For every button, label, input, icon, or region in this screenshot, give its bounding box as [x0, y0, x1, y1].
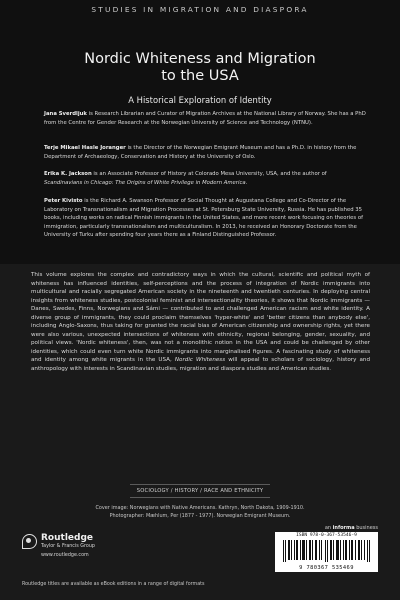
description-tail: will appeal to scholars of sociology, history and anthropology with interests in Scandinavian studies, migration and diaspora studies and American studies. [31, 357, 370, 373]
informa-brand: informa [332, 525, 355, 531]
subject-categories: SOCIOLOGY / HISTORY / RACE AND ETHNICITY [136, 488, 264, 494]
bio-text: is the Director of the Norwegian Emigrant Museum and has a Ph.D. in history from the Department of Archaeology, Conservation and History at the University of Oslo. [44, 145, 357, 160]
barcode-bars [283, 540, 370, 562]
divider [130, 484, 270, 485]
description-title: Nordic Whiteness [174, 357, 226, 364]
book-description [31, 271, 370, 374]
routledge-emblem-icon [22, 534, 37, 549]
ebook-footer-note: Routledge titles are available as eBook editions in a range of digital formats [22, 582, 205, 587]
informa-business-label [325, 525, 378, 531]
series-label: STUDIES IN MIGRATION AND DIASPORA [91, 5, 309, 14]
isbn-digits: 9 780367 535469 [299, 565, 354, 571]
bio-joranger [44, 144, 366, 161]
bio-text: is Research Librarian and Curator of Migration Archives at the National Library of Norway. She has a PhD from the Centre for Gender Research at the Norwegian University of Science and Technology (NTNU). [44, 111, 366, 126]
publisher-group: Taylor & Francis Group [41, 544, 95, 549]
bio-text: is an Associate Professor of History at Colorado Mesa University, USA, and the author of [91, 171, 327, 177]
bio-book-title: Scandinavians in Chicago: The Origins of White Privilege in Modern America [44, 179, 246, 186]
title-line-1: Nordic Whiteness and Migration [84, 51, 316, 67]
bio-jackson [44, 170, 366, 187]
bio-name: Peter Kivisto [44, 198, 83, 204]
publisher-name: Routledge [41, 533, 94, 543]
bio-text: is the Richard A. Swanson Professor of Social Thought at Augustana College and Co-Director of the Laboratory on Transnationalism and Migration Processes at St. Petersburg State University, Russia. He has published 35 books, including works on radical Finnish immigrants in the United States, and more recent work focusing on theories of immigration, particularly transnationalism and multiculturalism. In 2013, he received an Honorary Doctorate from the University of Turku after spending four years there as a Finland Distinguished Professor. [44, 198, 363, 238]
bio-name: Jana Sverdljuk [44, 111, 87, 117]
routledge-logo [22, 532, 112, 572]
book-subtitle: A Historical Exploration of Identity [128, 95, 272, 105]
publisher-url[interactable]: www.routledge.com [41, 553, 89, 558]
bio-name: Terje Mikael Hasle Joranger [44, 145, 126, 151]
informa-suffix: business [354, 525, 378, 531]
credit-line-1: Cover image: Norwegians with Native Americans. Kathryn, North Dakota, 1909-1910. [95, 505, 305, 511]
bio-name: Erika K. Jackson [44, 171, 92, 177]
credit-line-2: Photographer: Mæhlum, Per (1877 - 1977). Norwegian Emigrant Museum. [109, 512, 291, 519]
bio-sverdljuk [44, 110, 366, 127]
book-title [60, 51, 340, 85]
bio-tail: . [245, 179, 248, 186]
informa-prefix: an [324, 525, 333, 531]
cover-credits [0, 505, 400, 520]
title-line-2: to the USA [161, 68, 239, 84]
description-text: This volume explores the complex and contradictory ways in which the cultural, scientific and political myth of whiteness has influenced identities, self-perceptions and the process of integration of Nordic immigrants into multicultural and racially segregated American society in the nineteenth and twentieth centuries. In deploying central insights from whiteness studies, postcolonial feminist and intersectionality theories, it shows that Nordic immigrants — Danes, Swedes, Finns, Norwegians and Sámi — contributed to and challenged American racism and white identity. A diverse group of immigrants, they could proclaim themselves 'hyper-white' and 'better citizens than anybody else', including Anglo-Saxons, thus taking for granted the racial bias of American citizenship and ownership rights, yet there were also various, unexpected intersections of whiteness with ethnicity, regional belonging, gender, sexuality, and political views. 'Nordic whiteness', then, was not a monolithic notion in the USA and could be challenged by other identities, which could even turn white Nordic immigrants into marginalised figures. A fascinating study of whiteness and identity among white migrants in the USA, [31, 272, 370, 364]
divider [130, 497, 270, 498]
isbn-label: ISBN 978-0-367-53546-9 [296, 533, 357, 538]
isbn-barcode [275, 532, 378, 572]
bio-kivisto [44, 197, 366, 240]
